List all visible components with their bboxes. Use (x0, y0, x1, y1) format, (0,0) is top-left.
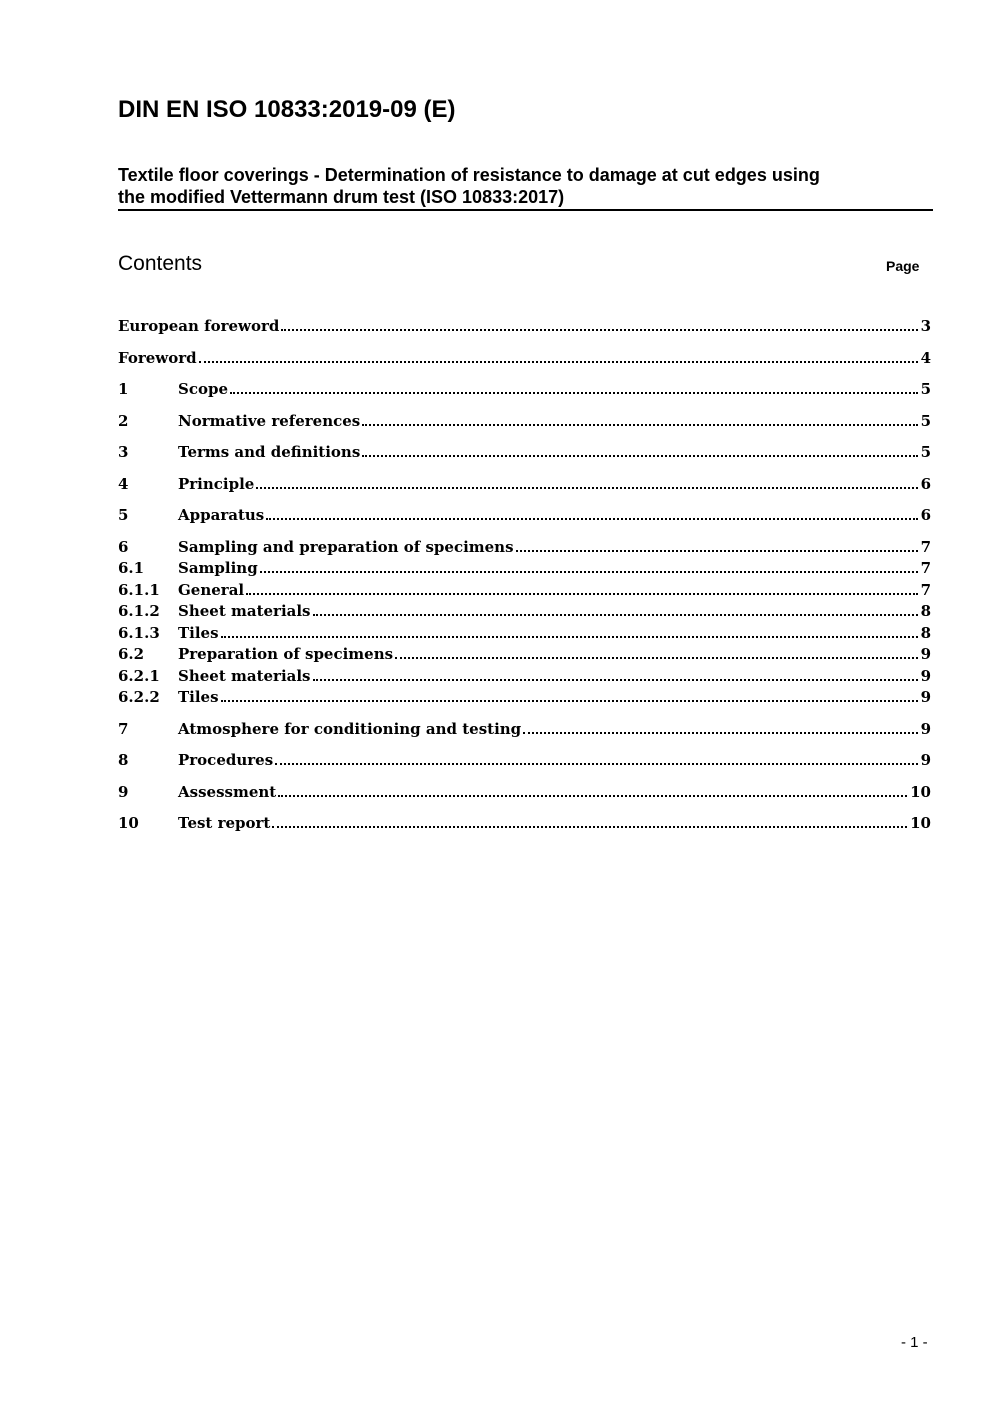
toc-entry-page: 9 (920, 751, 931, 769)
toc-entry-page: 6 (920, 475, 931, 493)
toc-entry-number: 3 (118, 443, 129, 461)
toc-entry-european-foreword[interactable] (118, 315, 931, 337)
toc-leader-dots (362, 423, 917, 426)
toc-entry-sampling-and-preparation[interactable] (118, 536, 931, 558)
toc-leader-dots (272, 825, 907, 828)
toc-entry-label: Assessment (178, 783, 277, 801)
toc-leader-dots (362, 454, 917, 457)
toc-entry-page: 5 (920, 443, 931, 461)
toc-entry-page: 10 (910, 814, 931, 832)
toc-entry-test-report[interactable] (118, 812, 931, 834)
toc-entry-label: Foreword (118, 349, 197, 367)
toc-entry-page: 7 (920, 559, 931, 577)
toc-entry-number: 6.2.2 (118, 688, 160, 706)
toc-leader-dots (230, 391, 918, 394)
toc-entry-page: 8 (920, 624, 931, 642)
toc-entry-label: Tiles (178, 688, 219, 706)
toc-entry-number: 6.2 (118, 645, 145, 663)
toc-entry-label: Preparation of specimens (178, 645, 394, 663)
toc-entry-page: 4 (920, 349, 931, 367)
toc-entry-number: 2 (118, 412, 129, 430)
toc-entry-label: Sampling and preparation of specimens (178, 538, 514, 556)
toc-entry-label: Apparatus (178, 506, 265, 524)
document-title-line-2: the modified Vettermann drum test (ISO 10833:2017) (118, 187, 565, 207)
toc-entry-label: European foreword (118, 317, 280, 335)
footer-page-number: - 1 - (901, 1334, 928, 1351)
toc-entry-terms-and-definitions[interactable] (118, 441, 931, 463)
toc-entry-page: 5 (920, 380, 931, 398)
toc-entry-label: Terms and definitions (178, 443, 361, 461)
toc-entry-page: 9 (920, 688, 931, 706)
toc-entry-scope[interactable] (118, 378, 931, 400)
toc-entry-apparatus[interactable] (118, 504, 931, 526)
toc-entry-page: 9 (920, 720, 931, 738)
toc-leader-dots (313, 613, 918, 616)
toc-entry-normative-references[interactable] (118, 410, 931, 432)
toc-entry-page: 9 (920, 645, 931, 663)
toc-entry-label: Scope (178, 380, 229, 398)
toc-entry-number: 6.1.1 (118, 581, 160, 599)
toc-leader-dots (266, 517, 917, 520)
toc-entry-number: 6.1.3 (118, 624, 160, 642)
toc-leader-dots (260, 570, 918, 573)
toc-entry-general[interactable] (118, 579, 931, 601)
toc-entry-page: 5 (920, 412, 931, 430)
document-title-line-1: Textile floor coverings - Determination of resistance to damage at cut edges using (118, 165, 820, 185)
toc-entry-page: 6 (920, 506, 931, 524)
toc-entry-label: Sampling (178, 559, 258, 577)
toc-entry-label: General (178, 581, 245, 599)
toc-entry-number: 5 (118, 506, 129, 524)
toc-entry-label: Test report (178, 814, 271, 832)
toc-entry-page: 10 (910, 783, 931, 801)
toc-leader-dots (313, 678, 918, 681)
toc-entry-label: Sheet materials (178, 602, 311, 620)
toc-entry-tiles-preparation[interactable] (118, 686, 931, 708)
contents-heading: Contents (118, 252, 203, 275)
toc-entry-label: Sheet materials (178, 667, 311, 685)
toc-leader-dots (395, 656, 917, 659)
toc-entry-number: 6.2.1 (118, 667, 160, 685)
toc-leader-dots (278, 794, 907, 797)
toc-leader-dots (516, 549, 918, 552)
toc-entry-preparation-of-specimens[interactable] (118, 643, 931, 665)
toc-entry-number: 9 (118, 783, 129, 801)
toc-leader-dots (256, 486, 917, 489)
toc-entry-number: 4 (118, 475, 129, 493)
document-title (118, 164, 933, 211)
toc-entry-foreword[interactable] (118, 347, 931, 369)
toc-entry-page: 7 (920, 538, 931, 556)
document-id: DIN EN ISO 10833:2019-09 (E) (118, 96, 456, 123)
toc-entry-sheet-materials-preparation[interactable] (118, 665, 931, 687)
toc-entry-label: Tiles (178, 624, 219, 642)
toc-leader-dots (221, 635, 918, 638)
toc-entry-page: 9 (920, 667, 931, 685)
toc-leader-dots (281, 328, 917, 331)
toc-entry-number: 6.1 (118, 559, 145, 577)
toc-entry-number: 7 (118, 720, 129, 738)
toc-entry-number: 10 (118, 814, 139, 832)
toc-entry-number: 6 (118, 538, 129, 556)
toc-entry-procedures[interactable] (118, 749, 931, 771)
toc-entry-page: 3 (920, 317, 931, 335)
toc-entry-label: Normative references (178, 412, 361, 430)
toc-entry-number: 8 (118, 751, 129, 769)
toc-entry-page: 7 (920, 581, 931, 599)
toc-entry-label: Procedures (178, 751, 274, 769)
toc-entry-sampling[interactable] (118, 557, 931, 579)
toc-entry-atmosphere[interactable] (118, 718, 931, 740)
toc-entry-page: 8 (920, 602, 931, 620)
toc-leader-dots (246, 592, 917, 595)
toc-entry-label: Principle (178, 475, 255, 493)
toc-leader-dots (523, 731, 917, 734)
toc-entry-assessment[interactable] (118, 781, 931, 803)
toc-entry-sheet-materials-sampling[interactable] (118, 600, 931, 622)
toc-leader-dots (199, 360, 918, 363)
toc-leader-dots (275, 762, 917, 765)
toc-entry-tiles-sampling[interactable] (118, 622, 931, 644)
toc-entry-number: 6.1.2 (118, 602, 160, 620)
page-column-heading: Page (886, 258, 920, 274)
toc-entry-label: Atmosphere for conditioning and testing (178, 720, 522, 738)
toc-entry-principle[interactable] (118, 473, 931, 495)
toc-entry-number: 1 (118, 380, 129, 398)
toc-leader-dots (221, 699, 918, 702)
